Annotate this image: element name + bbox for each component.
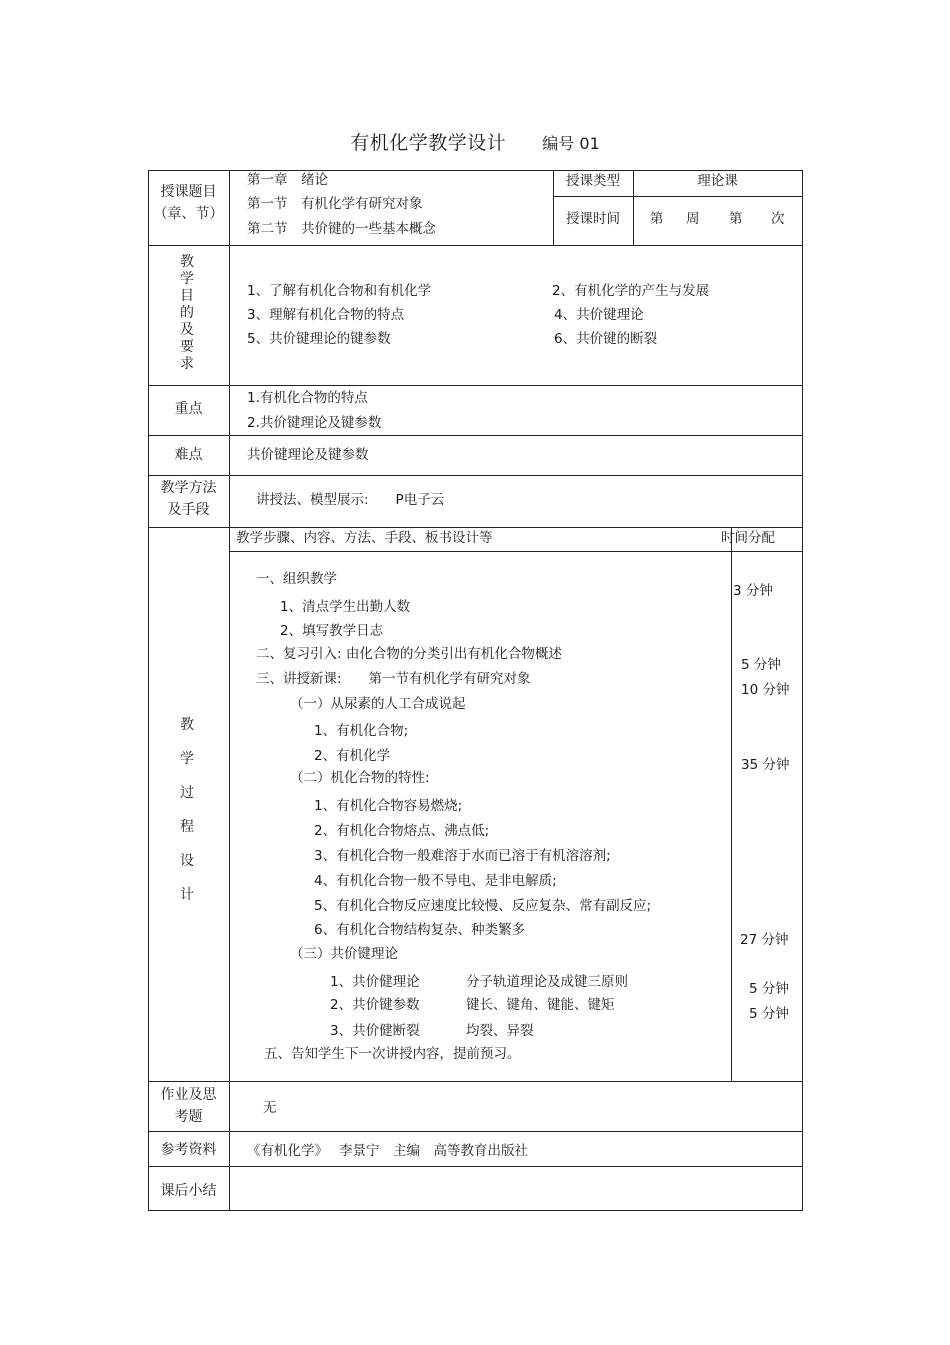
- type-label: 授课类型: [566, 173, 620, 189]
- reference-label: 参考资料: [160, 1142, 217, 1158]
- topic-label-line1: 授课题目: [160, 184, 217, 200]
- process-step: 5、有机化合物反应速度比较慢、反应复杂、常有副反应;: [314, 898, 652, 914]
- homework-label: [148, 1084, 229, 1128]
- process-step: 1、共价健理论: [330, 974, 420, 990]
- process-header-divider: [229, 551, 802, 552]
- document-code: 编号 01: [542, 134, 600, 153]
- difficulty-label: 难点: [174, 447, 203, 463]
- process-step-detail: 键长、键角、键能、键矩: [466, 997, 615, 1013]
- process-step: （三）共价键理论: [290, 946, 398, 962]
- row-divider: [148, 1166, 803, 1167]
- row-divider: [148, 527, 803, 528]
- goal-item: 6、共价键的断裂: [554, 331, 658, 347]
- time-week-prefix: 第: [650, 211, 664, 227]
- goal-item: 1、了解有机化合物和有机化学: [247, 283, 432, 299]
- goal-item: 2、有机化学的产生与发展: [552, 283, 710, 299]
- process-step: 1、有机化合物;: [314, 723, 409, 739]
- summary-label: 课后小结: [160, 1183, 217, 1199]
- process-step: 3、有机化合物一般难溶于水而已溶于有机溶溶剂;: [314, 848, 611, 864]
- process-header-content: 教学步骤、内容、方法、手段、板书设计等: [236, 530, 493, 546]
- key-point: 2.共价键理论及键参数: [247, 415, 382, 431]
- method-text: 讲授法、模型展示: P电子云: [256, 492, 445, 508]
- row-divider: [148, 1131, 803, 1132]
- process-step: 1、有机化合物容易燃烧;: [314, 798, 463, 814]
- row-divider: [148, 245, 803, 246]
- process-step: 五、告知学生下一次讲授内容，提前预习。: [264, 1046, 521, 1062]
- process-step-detail: 均裂、异裂: [466, 1023, 534, 1039]
- table-border-bottom: [148, 1210, 803, 1211]
- process-step: 2、共价键参数: [330, 997, 420, 1013]
- process-step: 4、有机化合物一般不导电、是非电解质;: [314, 873, 557, 889]
- process-step: 二、复习引入: 由化合物的分类引出有机化合物概述: [256, 646, 562, 662]
- process-step: 三、讲授新课: 第一节有机化学有研究对象: [256, 671, 531, 687]
- topic-line: 第二节 共价键的一些基本概念: [247, 221, 436, 237]
- time-label: 授课时间: [566, 211, 620, 227]
- time-allocation: 5 分钟: [749, 981, 789, 997]
- process-step: 一、组织教学: [256, 571, 337, 587]
- row-divider: [148, 385, 803, 386]
- process-header-time: 时间分配: [721, 530, 775, 546]
- row-divider: [148, 1081, 803, 1082]
- key-point: 1.有机化合物的特点: [247, 390, 368, 406]
- process-label: 教 学 过 程 设 计: [180, 717, 194, 903]
- topic-line: 第一章 绪论: [247, 172, 328, 188]
- table-border-left: [148, 170, 149, 1211]
- method-label-line2: 及手段: [167, 502, 210, 518]
- row-divider: [148, 435, 803, 436]
- time-allocation: 35 分钟: [741, 757, 790, 773]
- time-allocation: 5 分钟: [749, 1006, 789, 1022]
- process-step: 2、有机化学: [314, 748, 391, 764]
- process-step: 2、有机化合物熔点、沸点低;: [314, 823, 490, 839]
- process-step: （二）机化合物的特性:: [290, 770, 430, 786]
- goals-label: 教 学 目 的 及 要 求: [180, 254, 194, 372]
- method-label: [148, 477, 229, 521]
- homework-label-line2: 考题: [174, 1109, 203, 1125]
- label-column-divider: [229, 170, 230, 1211]
- topic-line: 第一节 有机化学有研究对象: [247, 196, 423, 212]
- time-allocation: 10 分钟: [741, 682, 790, 698]
- time-allocation: 27 分钟: [740, 932, 789, 948]
- time-session-suffix: 次: [771, 211, 785, 227]
- document-title: [0, 128, 950, 155]
- goal-item: 3、理解有机化合物的特点: [247, 307, 405, 323]
- key-label: 重点: [174, 401, 203, 417]
- time-allocation: 3 分钟: [733, 583, 773, 599]
- table-border-right: [802, 170, 803, 1211]
- time-week-suffix: 周: [686, 211, 700, 227]
- time-allocation: 5 分钟: [741, 657, 781, 673]
- process-step: 6、有机化合物结构复杂、种类繁多: [314, 922, 526, 938]
- difficulty-text: 共价键理论及键参数: [247, 447, 369, 463]
- process-step: 3、共价健断裂: [330, 1023, 420, 1039]
- title-text: 有机化学教学设计: [350, 132, 507, 154]
- goal-item: 4、共价键理论: [554, 307, 644, 323]
- table-border-top: [148, 170, 803, 171]
- homework-text: 无: [263, 1100, 277, 1116]
- reference-text: 《有机化学》 李景宁 主编 高等教育出版社: [247, 1143, 529, 1159]
- process-step: 1、清点学生出勤人数: [280, 599, 411, 615]
- process-step: 2、填写教学日志: [280, 623, 384, 639]
- goal-item: 5、共价键理论的键参数: [247, 331, 391, 347]
- homework-label-line1: 作业及思: [160, 1087, 217, 1103]
- topic-label-line2: （章、节）: [153, 206, 224, 222]
- method-label-line1: 教学方法: [160, 480, 217, 496]
- process-step: （一）从尿素的人工合成说起: [290, 696, 466, 712]
- row-divider: [148, 475, 803, 476]
- time-session-prefix: 第: [729, 211, 743, 227]
- process-step-detail: 分子轨道理论及成键三原则: [466, 974, 628, 990]
- topic-label: [148, 181, 229, 225]
- topic-type-divider: [553, 170, 554, 245]
- type-time-divider: [553, 196, 803, 197]
- time-column-divider: [731, 527, 732, 1081]
- type-value: 理论课: [697, 173, 738, 189]
